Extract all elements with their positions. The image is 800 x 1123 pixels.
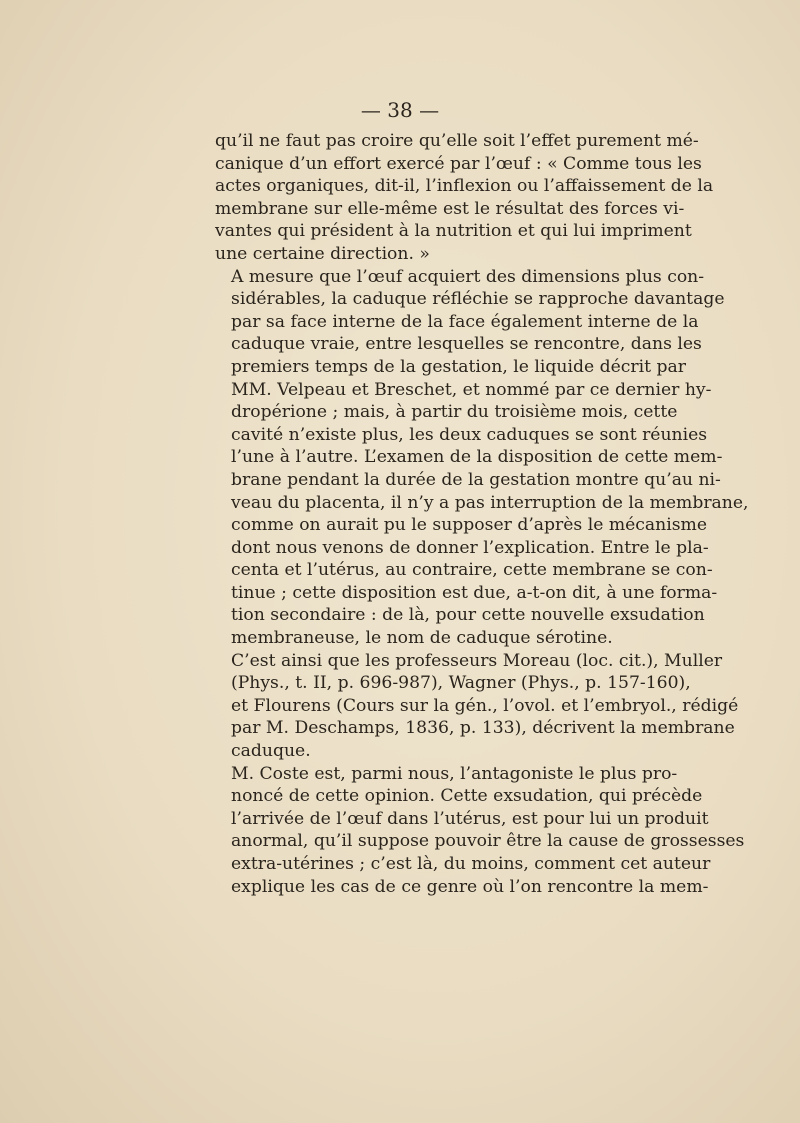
text-line: noncé de cette opinion. Cette exsudation, qui précède: [231, 786, 703, 807]
body-text: [215, 130, 749, 898]
text-line: MM. Velpeau et Breschet, et nommé par ce dernier hy-: [231, 379, 712, 400]
text-line: dont nous venons de donner l’explication. Entre le pla-: [231, 537, 709, 558]
text-line: par M. Deschamps, 1836, p. 133), décrivent la membrane: [231, 718, 735, 739]
text-line: A mesure que l’œuf acquiert des dimensions plus con-: [231, 266, 705, 287]
text-line: comme on aurait pu le supposer d’après le mécanisme: [231, 515, 708, 536]
text-line: tion secondaire : de là, pour cette nouvelle exsudation: [231, 605, 705, 626]
text-line: par sa face interne de la face également interne de la: [231, 311, 699, 332]
text-line: une certaine direction. »: [215, 243, 430, 264]
paragraph-4: [215, 763, 745, 899]
text-line: brane pendant la durée de la gestation montre qu’au ni-: [231, 469, 721, 490]
text-line: C’est ainsi que les professeurs Moreau (loc. cit.), Muller: [231, 650, 723, 671]
paragraph-2: [215, 266, 749, 650]
text-line: membraneuse, le nom de caduque sérotine.: [231, 628, 613, 649]
text-line: sidérables, la caduque réfléchie se rapproche davantage: [231, 289, 725, 310]
text-line: canique d’un effort exercé par l’œuf : « Comme tous les: [215, 153, 702, 174]
text-line: dropérione ; mais, à partir du troisième mois, cette: [231, 402, 678, 423]
text-line: l’arrivée de l’œuf dans l’utérus, est pour lui un produit: [231, 808, 709, 829]
text-line: cavité n’existe plus, les deux caduques se sont réunies: [231, 424, 708, 445]
text-line: actes organiques, dit-il, l’inflexion ou l’affaissement de la: [215, 176, 714, 197]
text-line: caduque.: [231, 741, 311, 762]
text-line: (Phys., t. II, p. 696-987), Wagner (Phys., p. 157-160),: [231, 673, 691, 694]
text-line: vantes qui président à la nutrition et qui lui impriment: [215, 221, 692, 242]
text-line: qu’il ne faut pas croire qu’elle soit l’effet purement mé-: [215, 131, 699, 151]
text-line: l’une à l’autre. L’examen de la disposition de cette mem-: [231, 447, 723, 468]
text-line: tinue ; cette disposition est due, a-t-on dit, à une forma-: [231, 582, 718, 603]
text-line: caduque vraie, entre lesquelles se rencontre, dans les: [231, 334, 702, 355]
paragraph-3: [215, 650, 739, 763]
text-line: extra-utérines ; c’est là, du moins, comment cet auteur: [231, 854, 711, 874]
text-line: veau du placenta, il n’y a pas interruption de la membrane,: [231, 492, 749, 513]
text-line: M. Coste est, parmi nous, l’antagoniste le plus pro-: [231, 763, 678, 784]
paragraph-1: [215, 130, 714, 266]
text-line: explique les cas de ce genre où l’on rencontre la mem-: [231, 876, 709, 897]
text-line: et Flourens (Cours sur la gén., l’ovol. et l’embryol., rédigé: [231, 695, 739, 716]
text-line: premiers temps de la gestation, le liquide décrit par: [231, 356, 686, 377]
text-line: centa et l’utérus, au contraire, cette membrane se con-: [231, 560, 713, 581]
page-number: — 38 —: [360, 98, 440, 122]
text-line: membrane sur elle-même est le résultat des forces vi-: [215, 198, 685, 219]
text-line: anormal, qu’il suppose pouvoir être la cause de grossesses: [231, 831, 745, 852]
